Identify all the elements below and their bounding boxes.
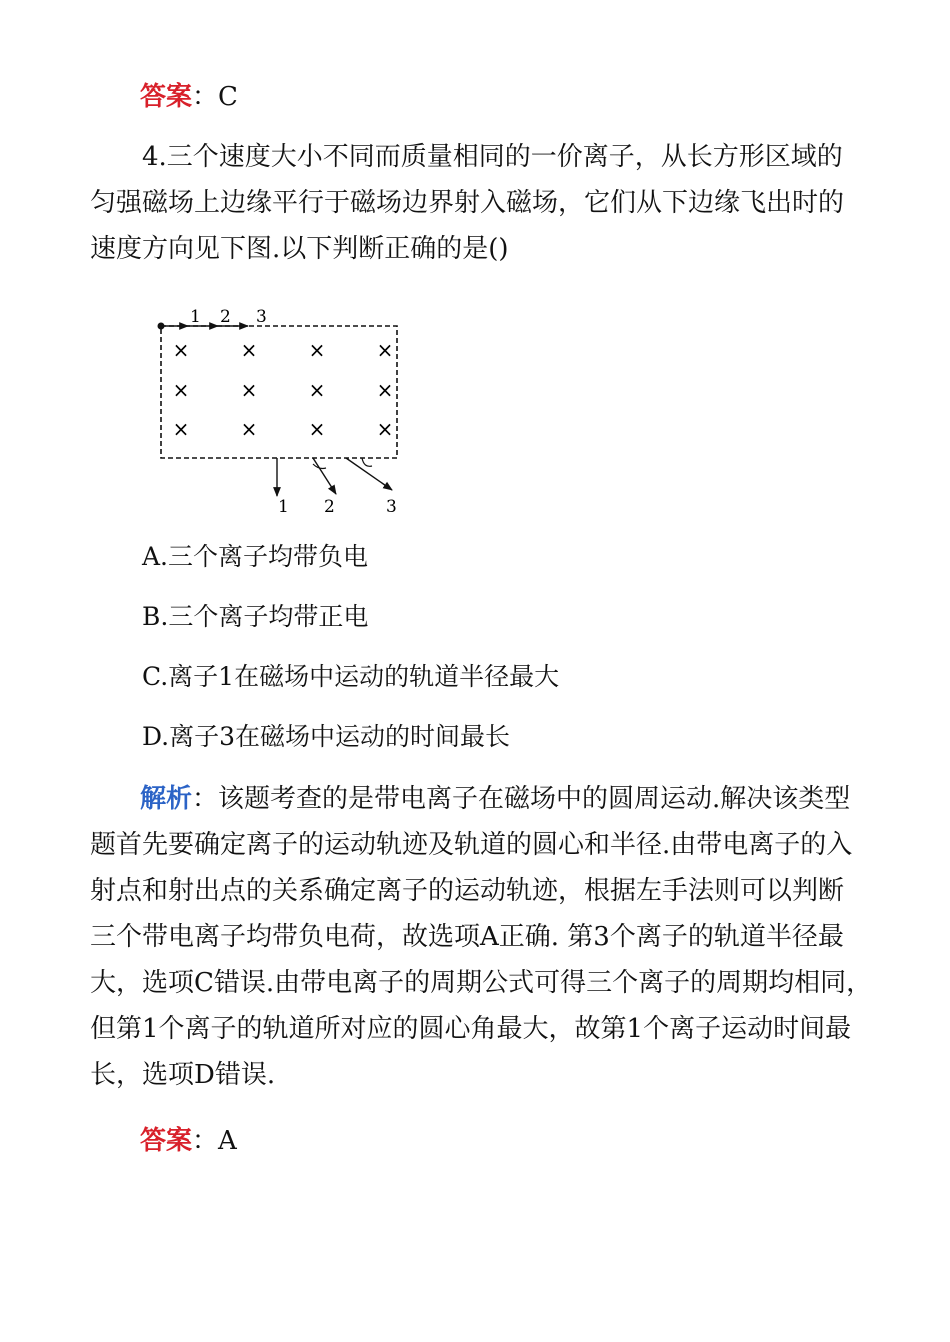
cross: × <box>376 338 394 362</box>
exit-arrow-2 <box>313 458 336 494</box>
option-d: D.离子3在磁场中运动的时间最长 <box>142 722 511 751</box>
analysis-line-7: 长，选项D错误. <box>90 1060 276 1090</box>
analysis-line-2: 题首先要确定离子的运动轨迹及轨道的圆心和半径.由带电离子的入 <box>90 830 853 860</box>
question-line-2: 匀强磁场上边缘平行于磁场边界射入磁场，它们从下边缘飞出时的 <box>90 188 845 218</box>
cross: × <box>308 338 326 362</box>
bottom-label-3: 3 <box>386 497 397 517</box>
answer-label: 答案 <box>140 82 193 112</box>
option-b: B.三个离子均带正电 <box>142 602 369 631</box>
answer-value: A <box>218 1126 237 1156</box>
analysis-first: 该题考查的是带电离子在磁场中的圆周运动.解决该类型 <box>218 784 851 814</box>
analysis-label: 解析 <box>140 784 193 814</box>
analysis-line-1 <box>140 782 850 816</box>
cross: × <box>240 338 258 362</box>
field-boundary <box>161 326 397 458</box>
cross: × <box>308 417 326 441</box>
analysis-line-3: 射点和射出点的关系确定离子的运动轨迹，根据左手法则可以判断 <box>90 876 845 906</box>
answer-line-1 <box>140 80 238 114</box>
option-c: C.离子1在磁场中运动的轨道半径最大 <box>142 662 560 691</box>
cross: × <box>308 378 326 402</box>
answer-colon: ： <box>192 1126 219 1156</box>
analysis-colon: ： <box>192 784 219 814</box>
analysis-line-5: 大，选项C错误.由带电离子的周期公式可得三个离子的周期均相同， <box>90 968 873 998</box>
cross: × <box>172 378 190 402</box>
answer-value: C <box>218 82 238 112</box>
cross: × <box>172 417 190 441</box>
cross: × <box>172 338 190 362</box>
answer-label: 答案 <box>140 1126 193 1156</box>
analysis-line-4: 三个带电离子均带负电荷，故选项A正确. 第3个离子的轨道半径最 <box>90 922 844 952</box>
question-line-3: 速度方向见下图.以下判断正确的是() <box>90 234 509 264</box>
answer-line-2 <box>140 1124 237 1158</box>
exit-angle-2 <box>313 464 326 469</box>
answer-colon: ： <box>192 82 219 112</box>
exit-angle-3 <box>362 458 372 466</box>
cross: × <box>240 417 258 441</box>
bottom-label-1: 1 <box>278 497 289 517</box>
bottom-label-2: 2 <box>324 497 335 517</box>
top-label-3: 3 <box>256 307 267 327</box>
magnetic-field-diagram <box>140 300 430 530</box>
exit-arrow-3 <box>346 458 392 490</box>
analysis-line-6: 但第1个离子的轨道所对应的圆心角最大，故第1个离子运动时间最 <box>90 1014 852 1044</box>
field-crosses <box>173 338 394 441</box>
option-a: A.三个离子均带负电 <box>142 542 369 571</box>
cross: × <box>240 378 258 402</box>
cross: × <box>376 378 394 402</box>
top-label-2: 2 <box>220 307 231 327</box>
cross: × <box>376 417 394 441</box>
question-line-1: 4.三个速度大小不同而质量相同的一价离子，从长方形区域的 <box>142 142 843 172</box>
top-label-1: 1 <box>190 307 201 327</box>
